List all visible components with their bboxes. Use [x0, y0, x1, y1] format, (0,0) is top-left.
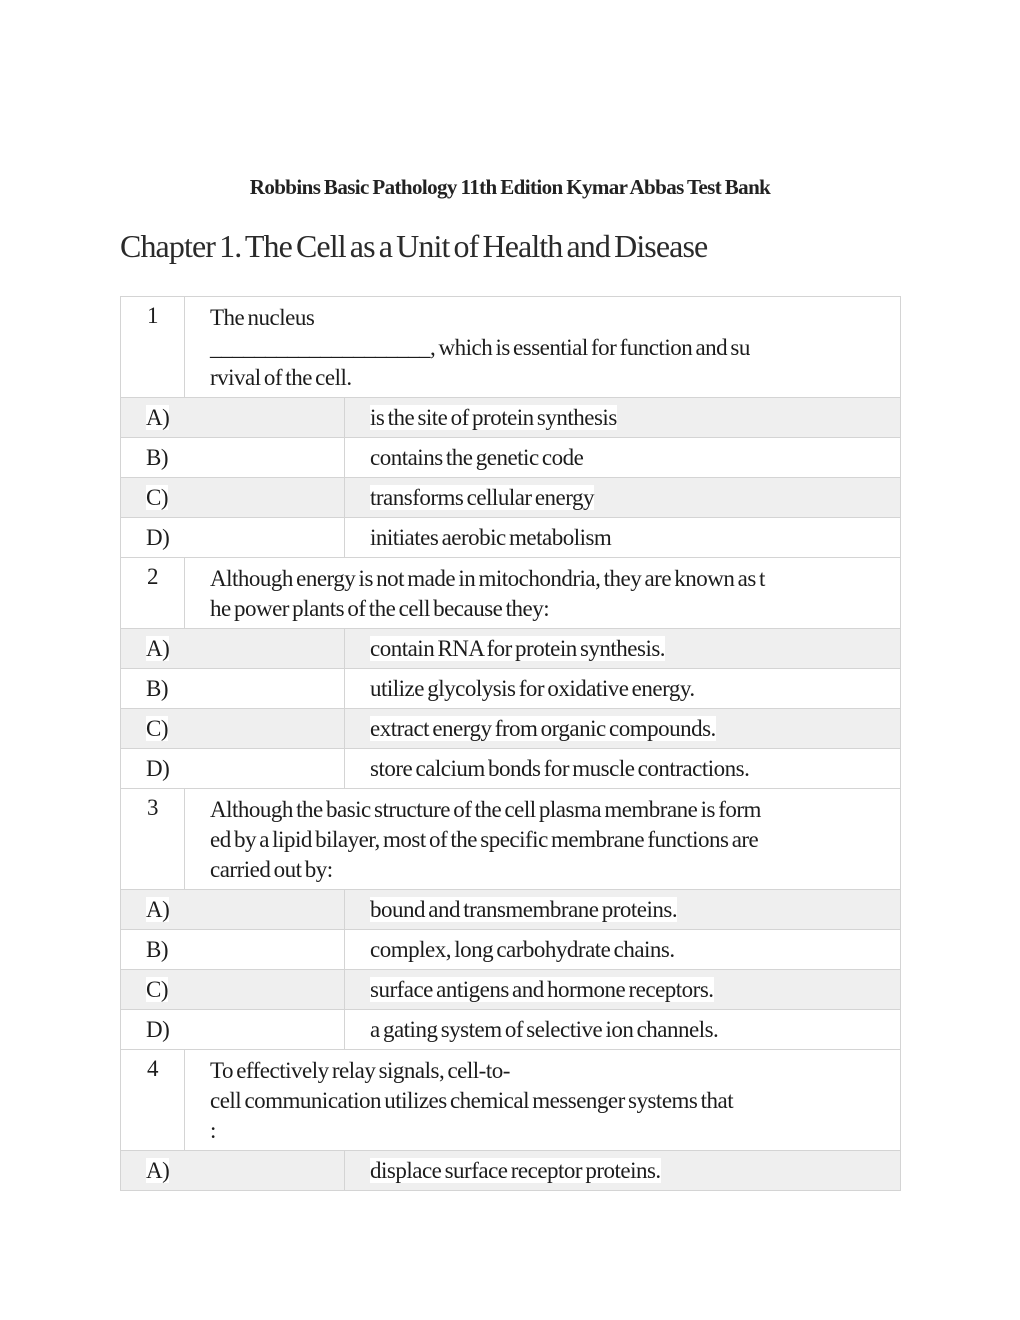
question-table [120, 296, 901, 1191]
option-row[interactable] [121, 629, 901, 669]
option-text: initiates aerobic metabolism [345, 518, 901, 558]
stem-line: he power plants of the cell because they: [210, 596, 550, 621]
chapter-title: Chapter 1. The Cell as a Unit of Health and Disease [120, 228, 708, 264]
document-title: Robbins Basic Pathology 11th Edition Kymar Abbas Test Bank [249, 175, 771, 199]
question-row [121, 1050, 901, 1151]
option-row[interactable] [121, 478, 901, 518]
option-text: utilize glycolysis for oxidative energy. [345, 669, 901, 709]
option-row[interactable] [121, 398, 901, 438]
option-row[interactable] [121, 1010, 901, 1050]
option-text: extract energy from organic compounds. [345, 709, 901, 749]
option-text: bound and transmembrane proteins. [345, 890, 901, 930]
option-letter: C) [121, 970, 345, 1010]
option-letter: B) [121, 669, 345, 709]
question-row [121, 558, 901, 629]
stem-line: The nucleus [210, 305, 315, 330]
stem-line: ed by a lipid bilayer, most of the specific membrane functions are [210, 827, 759, 852]
question-row [121, 297, 901, 398]
option-text: complex, long carbohydrate chains. [345, 930, 901, 970]
option-letter: A) [121, 629, 345, 669]
option-row[interactable] [121, 890, 901, 930]
option-text: contains the genetic code [345, 438, 901, 478]
option-text: is the site of protein synthesis [345, 398, 901, 438]
option-letter: D) [121, 749, 345, 789]
option-row[interactable] [121, 930, 901, 970]
option-row[interactable] [121, 438, 901, 478]
option-letter: C) [121, 709, 345, 749]
option-letter: B) [121, 438, 345, 478]
stem-line: cell communication utilizes chemical messenger systems that [210, 1088, 734, 1113]
option-row[interactable] [121, 970, 901, 1010]
option-letter: A) [121, 1151, 345, 1191]
question-row [121, 789, 901, 890]
question-number: 4 [121, 1050, 185, 1151]
stem-line: Although energy is not made in mitochondria, they are known as t [210, 566, 765, 591]
question-stem [185, 297, 901, 398]
option-letter: C) [121, 478, 345, 518]
option-text: a gating system of selective ion channels. [345, 1010, 901, 1050]
question-stem [185, 1050, 901, 1151]
option-row[interactable] [121, 749, 901, 789]
option-text: displace surface receptor proteins. [345, 1151, 901, 1191]
stem-line: carried out by: [210, 857, 333, 882]
stem-line: To effectively relay signals, cell-to- [210, 1058, 510, 1083]
stem-line: : [210, 1118, 216, 1143]
option-text: contain RNA for protein synthesis. [345, 629, 901, 669]
option-letter: A) [121, 398, 345, 438]
stem-line: Although the basic structure of the cell plasma membrane is form [210, 797, 761, 822]
option-letter: A) [121, 890, 345, 930]
option-row[interactable] [121, 518, 901, 558]
option-row[interactable] [121, 709, 901, 749]
option-text: surface antigens and hormone receptors. [345, 970, 901, 1010]
question-number: 2 [121, 558, 185, 629]
option-text: transforms cellular energy [345, 478, 901, 518]
stem-line: ____________________, which is essential for function and su [210, 335, 750, 360]
option-row[interactable] [121, 669, 901, 709]
question-number: 1 [121, 297, 185, 398]
question-stem [185, 558, 901, 629]
stem-line: rvival of the cell. [210, 365, 352, 390]
question-number: 3 [121, 789, 185, 890]
option-text: store calcium bonds for muscle contractions. [345, 749, 901, 789]
question-stem [185, 789, 901, 890]
option-letter: D) [121, 1010, 345, 1050]
option-letter: B) [121, 930, 345, 970]
option-row[interactable] [121, 1151, 901, 1191]
option-letter: D) [121, 518, 345, 558]
